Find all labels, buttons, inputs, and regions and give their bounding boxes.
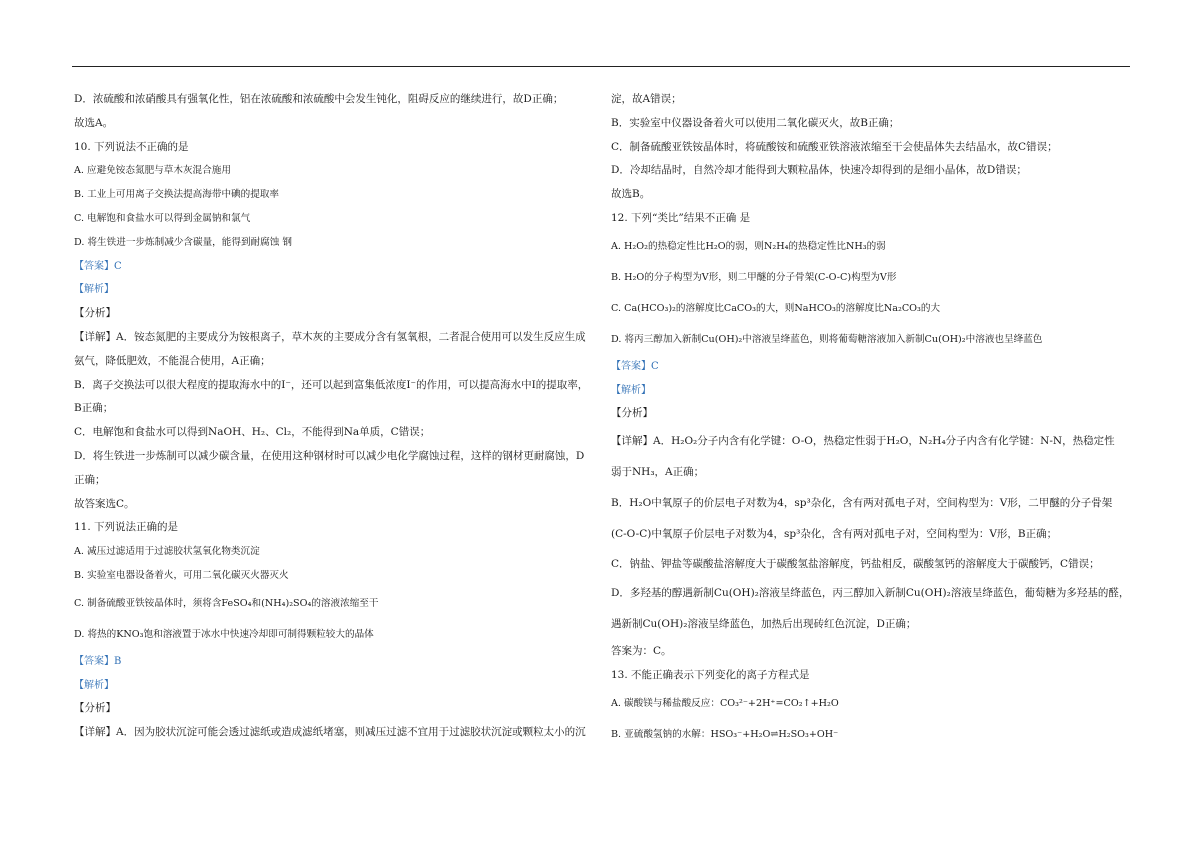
option-a: A. H₂O₂的热稳定性比H₂O的弱，则N₂H₄的热稳定性比NH₃的弱 [611, 240, 886, 252]
answer-label: 【答案】B [74, 655, 122, 667]
option-a: A. 减压过滤适用于过滤胶状氢氧化物类沉淀 [74, 546, 260, 558]
text-line: 【分析】 [74, 307, 116, 320]
text-line: 【分析】 [74, 702, 116, 715]
text-line: 淀，故A错误； [611, 93, 682, 105]
option-b: B. 实验室电器设备着火，可用二氧化碳灭火器灭火 [74, 569, 289, 581]
question-10-title: 10. 下列说法不正确的是 [74, 140, 189, 153]
option-b: B. 亚硫酸氢钠的水解：HSO₃⁻+H₂O⇌H₂SO₃+OH⁻ [611, 728, 839, 740]
option-a: A. 碳酸镁与稀盐酸反应：CO₃²⁻+2H⁺=CO₂↑+H₂O [611, 697, 839, 709]
text-line: C．电解饱和食盐水可以得到NaOH、H₂、Cl₂，不能得到Na单质，C错误； [74, 426, 431, 439]
text-line: 正确； [74, 473, 106, 486]
text-line: D．多羟基的醇遇新制Cu(OH)₂溶液呈绛蓝色，丙三醇加入新制Cu(OH)₂溶液呈绛蓝色，葡萄糖为多羟基的醛， [611, 587, 1130, 600]
analysis-label: 【解析】 [74, 284, 114, 296]
analysis-label: 【解析】 [74, 679, 114, 691]
text-line: D．将生铁进一步炼制可以减少碳含量，在使用这种钢材时可以减少电化学腐蚀过程，这样的钢材更耐腐蚀，D [74, 449, 585, 462]
question-13-title: 13. 不能正确表示下列变化的离子方程式是 [611, 668, 810, 681]
option-a: A. 应避免铵态氮肥与草木灰混合施用 [74, 165, 231, 177]
answer-label: 【答案】C [74, 260, 122, 272]
left-column [74, 88, 592, 745]
answer-label: 【答案】C [611, 360, 659, 372]
option-d: D. 将生铁进一步炼制减少含碳量，能得到耐腐蚀 钢 [74, 236, 292, 248]
option-b: B. H₂O的分子构型为V形，则二甲醚的分子骨架(C-O-C)构型为V形 [611, 271, 897, 283]
text-line: C．钠盐、钾盐等碳酸盐溶解度大于碳酸氢盐溶解度，钙盐相反，碳酸氢钙的溶解度大于碳酸钙，C错误； [611, 558, 1100, 571]
text-line: 【分析】 [611, 407, 653, 420]
text-line: B正确； [74, 402, 114, 415]
option-c: C. 制备硫酸亚铁铵晶体时，须将含FeSO₄和(NH₄)₂SO₄的溶液浓缩至干 [74, 597, 379, 609]
option-c: C. Ca(HCO₃)₂的溶解度比CaCO₃的大，则NaHCO₃的溶解度比Na₂CO₃的大 [611, 302, 941, 314]
text-line: D．冷却结晶时，自然冷却才能得到大颗粒晶体，快速冷却得到的是细小晶体，故D错误； [611, 164, 1027, 177]
text-line: 故选A。 [74, 116, 114, 129]
analysis-label: 【解析】 [611, 384, 651, 396]
text-line: D．浓硫酸和浓硝酸具有强氧化性，铝在浓硫酸和浓硫酸中会发生钝化，阻碍反应的继续进行，故D正确； [74, 93, 564, 105]
text-line: (C-O-C)中氧原子价层电子对数为4，sp³杂化，含有两对孤电子对，空间构型为：V形，B正确； [611, 528, 1058, 541]
text-line: 【详解】A．因为胶状沉淀可能会透过滤纸或造成滤纸堵塞，则减压过滤不宜用于过滤胶状沉淀或颗粒太小的沉 [74, 726, 586, 739]
text-line: 故选B。 [611, 188, 651, 201]
question-12-title: 12. 下列“类比”结果不正确 是 [611, 211, 751, 224]
text-line: B．H₂O中氧原子的价层电子对数为4，sp³杂化，含有两对孤电子对，空间构型为：V形，二甲醚的分子骨架 [611, 497, 1113, 510]
text-line: 氨气，降低肥效，不能混合使用，A正确； [74, 354, 271, 367]
text-line: C．制备硫酸亚铁铵晶体时，将硫酸铵和硫酸亚铁溶液浓缩至干会使晶体失去结晶水，故C错误； [611, 140, 1058, 153]
text-line: 故答案选C。 [74, 497, 135, 510]
option-c: C. 电解饱和食盐水可以得到金属钠和氯气 [74, 212, 251, 224]
text-line: 【详解】A．H₂O₂分子内含有化学键：O-O，热稳定性弱于H₂O，N₂H₄分子内含有化学键：N-N，热稳定性 [611, 435, 1115, 448]
option-d: D. 将丙三醇加入新制Cu(OH)₂中溶液呈绛蓝色，则将葡萄糖溶液加入新制Cu(OH)₂中溶液也呈绛蓝色 [611, 333, 1043, 345]
text-line: 遇新制Cu(OH)₂溶液呈绛蓝色，加热后出现砖红色沉淀，D正确； [611, 618, 917, 631]
text-line: 【详解】A．铵态氮肥的主要成分为铵根离子，草木灰的主要成分含有氢氧根，二者混合使用可以发生反应生成 [74, 330, 586, 343]
text-line: 弱于NH₃，A正确； [611, 466, 705, 479]
option-b: B. 工业上可用离子交换法提高海带中碘的提取率 [74, 189, 280, 201]
question-11-title: 11. 下列说法正确的是 [74, 521, 179, 534]
text-line: 答案为：C。 [611, 645, 672, 658]
text-line: B．离子交换法可以很大程度的提取海水中的I⁻，还可以起到富集低浓度I⁻的作用，可以提高海水中I的提取率， [74, 378, 589, 391]
option-d: D. 将热的KNO₃饱和溶液置于冰水中快速冷却即可制得颗粒较大的晶体 [74, 628, 374, 640]
right-column [611, 88, 1131, 750]
text-line: B．实验室中仪器设备着火可以使用二氧化碳灭火，故B正确； [611, 116, 900, 129]
header-rule [72, 66, 1130, 67]
